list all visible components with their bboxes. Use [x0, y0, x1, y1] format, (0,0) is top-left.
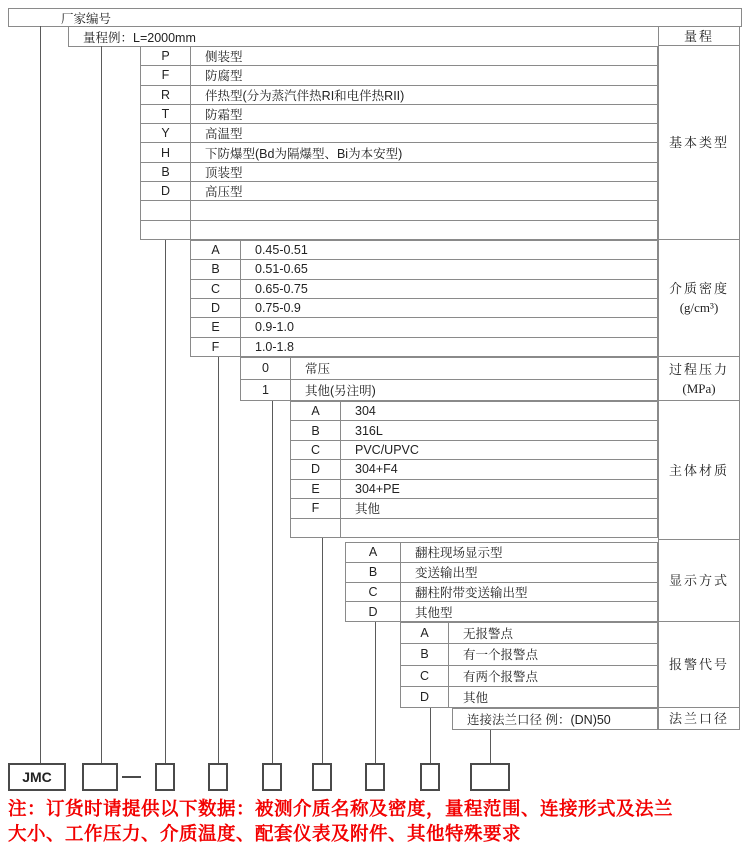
- desc-cell: 有两个报警点: [463, 669, 539, 684]
- desc-cell: 常压: [305, 362, 331, 377]
- table-row: [141, 163, 657, 182]
- code-cell: F: [191, 338, 241, 356]
- desc-cell: PVC/UPVC: [355, 443, 419, 458]
- desc-cell: 顶装型: [205, 165, 243, 180]
- code-cell: A: [291, 402, 341, 420]
- table-row: [291, 421, 657, 440]
- connector-line-range: [101, 46, 102, 763]
- code-box-flange: [470, 763, 510, 791]
- table-row: [141, 124, 657, 143]
- table-row: [191, 318, 657, 337]
- table-row: [141, 66, 657, 85]
- code-box-density: [208, 763, 228, 791]
- connector-line-material: [322, 538, 323, 763]
- code-cell: H: [141, 143, 191, 161]
- desc-cell: 其他: [355, 502, 381, 517]
- range-row: [68, 26, 740, 47]
- desc-cell: 其他型: [415, 605, 453, 620]
- side-label-density: 介质密度 (g/cm³): [658, 240, 740, 357]
- code-cell: B: [346, 563, 401, 582]
- table-row: [291, 441, 657, 460]
- connector-line-pressure: [272, 401, 273, 763]
- code-cell: B: [291, 421, 341, 439]
- code-cell: F: [141, 66, 191, 84]
- table-row: [401, 666, 657, 687]
- desc-cell: 304: [355, 404, 376, 419]
- code-cell: C: [401, 666, 449, 686]
- code-cell: [141, 221, 191, 239]
- code-separator-dash: [122, 776, 141, 778]
- desc-cell: 0.45-0.51: [255, 243, 308, 258]
- connector-line-display: [375, 622, 376, 763]
- desc-cell: 0.65-0.75: [255, 281, 308, 296]
- table-row: [291, 519, 657, 537]
- code-cell: B: [401, 644, 449, 664]
- connector-line-manufacturer: [40, 26, 41, 763]
- table-row: [191, 260, 657, 279]
- table-row: [291, 480, 657, 499]
- side-label-flange: 法兰口径: [658, 708, 740, 730]
- code-cell: E: [191, 318, 241, 336]
- code-box-material: [312, 763, 332, 791]
- side-label-alarm: 报警代号: [658, 622, 740, 708]
- side-label-pressure: 过程压力 (MPa): [658, 357, 740, 401]
- connector-line-basic-type: [165, 240, 166, 763]
- code-cell: R: [141, 86, 191, 104]
- table-row: [141, 201, 657, 220]
- manufacturer-label: 厂家编号: [61, 11, 112, 26]
- desc-cell: 侧装型: [205, 50, 243, 65]
- code-cell: D: [191, 299, 241, 317]
- code-cell: D: [401, 687, 449, 707]
- section-basic-type: [140, 46, 658, 240]
- ordering-note-line1: 注：订货时请提供以下数据：被测介质名称及密度，量程范围、连接形式及法兰: [8, 798, 674, 819]
- table-row: [191, 338, 657, 356]
- code-cell: A: [191, 241, 241, 259]
- desc-cell: 0.51-0.65: [255, 262, 308, 277]
- desc-cell: 翻柱附带变送输出型: [415, 585, 528, 600]
- desc-cell: 防腐型: [205, 69, 243, 84]
- range-example-text: 量程例：L=2000mm: [83, 30, 196, 45]
- flange-text: 连接法兰口径 例：(DN)50: [467, 713, 611, 727]
- desc-cell: 304+F4: [355, 462, 398, 477]
- table-row: [346, 602, 657, 621]
- table-row: [141, 105, 657, 124]
- desc-cell: 翻柱现场显示型: [415, 546, 503, 561]
- code-cell: F: [291, 499, 341, 517]
- code-cell: C: [191, 280, 241, 298]
- section-display: [345, 542, 658, 622]
- table-row: [241, 380, 657, 401]
- code-cell: 1: [241, 380, 291, 401]
- table-row: [401, 623, 657, 644]
- code-cell: A: [346, 543, 401, 562]
- desc-cell: [191, 201, 657, 219]
- table-row: [141, 221, 657, 239]
- table-row: [291, 499, 657, 518]
- side-label-material: 主体材质: [658, 401, 740, 540]
- code-cell: D: [346, 602, 401, 621]
- table-row: [141, 47, 657, 66]
- table-row: [346, 583, 657, 603]
- desc-cell: 高温型: [205, 127, 243, 142]
- section-material: [290, 401, 658, 538]
- code-cell: T: [141, 105, 191, 123]
- connector-line-flange: [490, 730, 491, 763]
- section-pressure: [240, 357, 658, 401]
- side-label-basic-type: 基本类型: [658, 46, 740, 240]
- code-cell: [141, 201, 191, 219]
- code-cell: Y: [141, 124, 191, 142]
- code-cell: D: [291, 460, 341, 478]
- code-cell: C: [346, 583, 401, 602]
- desc-cell: 0.9-1.0: [255, 320, 294, 335]
- table-row: [141, 182, 657, 201]
- table-row: [241, 358, 657, 380]
- code-box-alarm: [420, 763, 440, 791]
- code-cell: 0: [241, 358, 291, 379]
- code-box-pressure: [262, 763, 282, 791]
- code-cell: [291, 519, 341, 537]
- side-label-range: 量程: [658, 26, 740, 46]
- desc-cell: 伴热型(分为蒸汽伴热RI和电伴热RII): [205, 88, 405, 103]
- table-row: [346, 563, 657, 583]
- table-row: [291, 402, 657, 421]
- table-row: [191, 241, 657, 260]
- desc-cell: 316L: [355, 423, 383, 438]
- code-box-display: [365, 763, 385, 791]
- table-row: [291, 460, 657, 479]
- connector-line-alarm: [430, 708, 431, 763]
- desc-cell: 变送输出型: [415, 566, 478, 581]
- desc-cell: 0.75-0.9: [255, 301, 301, 316]
- desc-cell: 304+PE: [355, 481, 400, 496]
- code-cell: C: [291, 441, 341, 459]
- code-cell: E: [291, 480, 341, 498]
- ordering-note-line2: 大小、工作压力、介质温度、配套仪表及附件、其他特殊要求: [8, 823, 522, 844]
- code-box-basic-type: [155, 763, 175, 791]
- desc-cell: 1.0-1.8: [255, 339, 294, 354]
- desc-cell: 有一个报警点: [463, 648, 539, 663]
- section-density: [190, 240, 658, 357]
- desc-cell: 防霜型: [205, 108, 243, 123]
- connector-line-density: [218, 357, 219, 763]
- table-row: [401, 687, 657, 707]
- code-cell: P: [141, 47, 191, 65]
- table-row: [191, 280, 657, 299]
- desc-cell: 其他(另注明): [305, 383, 376, 398]
- table-row: [141, 86, 657, 105]
- desc-cell: [341, 519, 657, 537]
- table-row: [191, 299, 657, 318]
- section-alarm: [400, 622, 658, 708]
- table-row: [141, 143, 657, 162]
- manufacturer-row: [8, 8, 742, 27]
- desc-cell: 其他: [463, 690, 489, 705]
- code-cell: B: [141, 163, 191, 181]
- table-row: [346, 543, 657, 563]
- flange-row: [452, 708, 658, 730]
- code-cell: A: [401, 623, 449, 643]
- side-label-display: 显示方式: [658, 540, 740, 622]
- code-cell: D: [141, 182, 191, 200]
- desc-cell: 下防爆型(Bd为隔爆型、Bi为本安型): [205, 146, 403, 161]
- desc-cell: [191, 221, 657, 239]
- code-cell: B: [191, 260, 241, 278]
- table-row: [401, 644, 657, 665]
- model-prefix-box: JMC: [8, 763, 66, 791]
- desc-cell: 无报警点: [463, 627, 514, 642]
- desc-cell: 高压型: [205, 185, 243, 200]
- code-box-range: [82, 763, 118, 791]
- ordering-note: [8, 796, 748, 845]
